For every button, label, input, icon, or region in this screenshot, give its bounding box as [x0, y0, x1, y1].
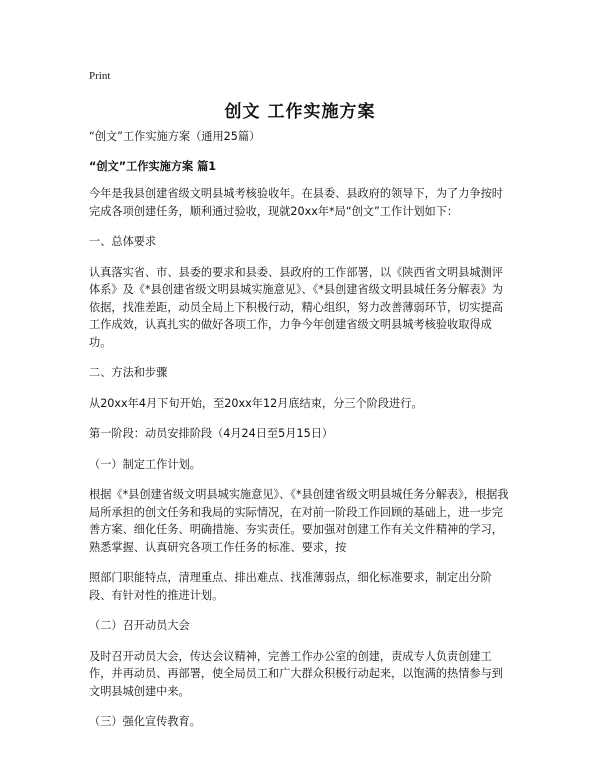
print-label: Print — [89, 70, 111, 82]
document-title: 创文 工作实施方案 — [224, 102, 376, 122]
paragraph-plan-basis: 根据《*县创建省级文明县城实施意见》、《*县创建省级文明县城任务分解表》，根据我局所承担的创文任务和我局的实际情况，在对前一阶段工作回顾的基础上，进一步完善方案、细化任务、明确措施、夯实责任。要加强对创建工作有关文件精神的学习，熟悉掌握、认真研究各项工作任务的标准、要求，按 — [89, 488, 509, 554]
section-title: “创文”工作实施方案 篇1 — [89, 159, 217, 173]
paragraph-requirements: 认真落实省、市、县委的要求和县委、县政府的工作部署，以《陕西省文明县城测评体系》及《*县创建省级文明县城实施意见》、《*县创建省级文明县城任务分解表》为依据，找准差距，动员全局上下积极行动，精心组织，努力改善薄弱环节，切实提高工作成效，认真扎实的做好各项工作，力争今年创建省级文明县城考核验收取得成功。 — [89, 265, 503, 349]
heading-make-plan: （一）制定工作计划。 — [89, 457, 201, 471]
paragraph-mobilization: 及时召开动员大会，传达会议精神，完善工作办公室的创建，责成专人负责创建工作，并再动员、再部署，使全局员工和广大群众积极行动起来，以饱满的热情参与到文明县城创建中来。 — [89, 649, 503, 698]
paragraph-plan-continued: 照部门职能特点，清理重点、排出难点、找准薄弱点，细化标准要求，制定出分阶段、有针对性的推进计划。 — [89, 571, 492, 602]
document-body — [89, 128, 514, 744]
paragraph-timeline: 从20xx年4月下旬开始，至20xx年12月底结束，分三个阶段进行。 — [89, 396, 423, 410]
heading-phase-one: 第一阶段：动员安排阶段（4月24日至5月15日） — [89, 427, 334, 440]
heading-mobilization-meeting: （二）召开动员大会 — [89, 619, 190, 632]
paragraph-intro: 今年是我县创建省级文明县城考核验收年。在县委、县政府的领导下，为了力争按时完成各项创建任务，顺利通过验收，现就20xx年*局“创文”工作计划如下： — [89, 187, 503, 218]
heading-overall-requirements: 一、总体要求 — [89, 235, 157, 248]
heading-publicity-education: （三）强化宣传教育。 — [89, 715, 201, 728]
heading-methods-steps: 二、方法和步骤 — [89, 366, 168, 379]
document-subtitle: “创文”工作实施方案（通用25篇） — [89, 130, 261, 143]
